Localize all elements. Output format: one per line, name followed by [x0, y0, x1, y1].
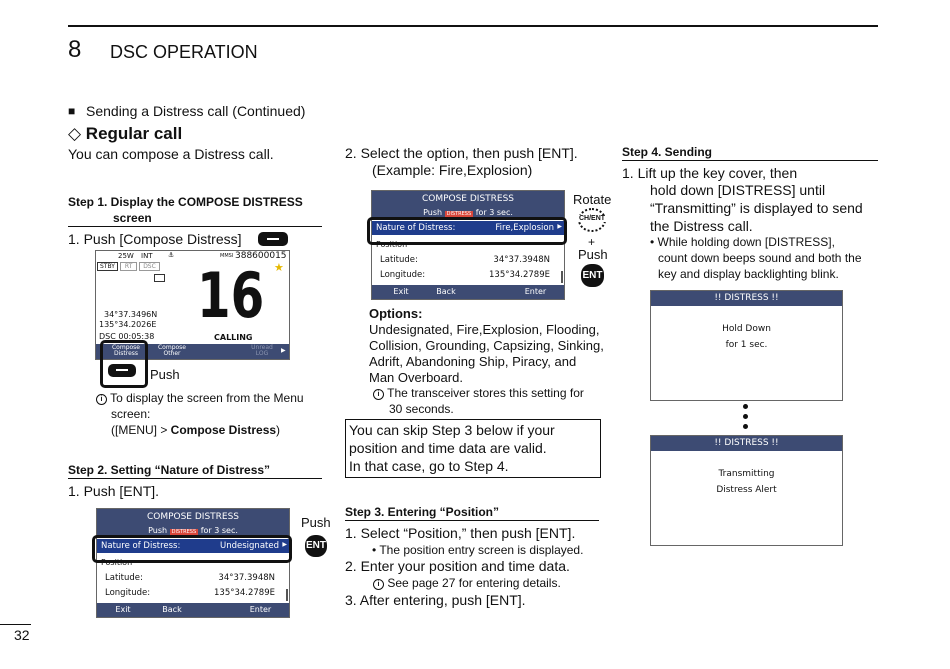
step1-item: 1. Push [Compose Distress]: [68, 231, 242, 247]
step2-push-label: Push: [301, 515, 331, 530]
compose-distress-screen-fire: [371, 190, 565, 300]
softkey-bar: [97, 603, 289, 617]
distress-tag: DISTRESS: [446, 211, 472, 217]
longitude-row: Longitude: 135°34.2789E: [105, 588, 275, 598]
skip-note-box: [345, 419, 601, 478]
col2-item2-example: (Example: Fire,Explosion): [372, 162, 533, 178]
softkey-exit[interactable]: Exit: [393, 287, 409, 296]
step4-heading: Step 4. Sending: [622, 145, 713, 159]
distress-title-bar: !! DISTRESS !!: [651, 436, 842, 451]
step1-note-2: screen:: [111, 407, 151, 421]
position-row[interactable]: Position: [376, 240, 408, 249]
step3-rule: [345, 520, 599, 521]
step1-rule: [68, 226, 322, 227]
transmitting-screen: [650, 435, 843, 546]
hold-duration-text: for 1 sec.: [725, 340, 768, 350]
screen-title: COMPOSE DISTRESS: [146, 512, 240, 522]
step4-line-4: the Distress call.: [650, 218, 753, 234]
chapter-number: 8: [68, 36, 82, 63]
step3-item-1: 1. Select “Position,” then push [ENT].: [345, 525, 576, 541]
arrow-right-icon: ▶: [282, 541, 287, 548]
softkey-enter[interactable]: Enter: [249, 605, 272, 614]
col2-note-2: 30 seconds.: [389, 402, 454, 416]
hold-down-screen: [650, 290, 843, 401]
options-line-4: Man Overboard.: [369, 370, 463, 385]
softkey-compose-other[interactable]: Compose Other: [157, 344, 186, 357]
dsc-time: DSC 00:05:38: [99, 332, 155, 341]
ent-key[interactable]: ENT: [305, 535, 327, 557]
nature-highlight: [367, 217, 567, 245]
softkey-back[interactable]: Back: [162, 605, 182, 614]
screen-title: COMPOSE DISTRESS: [421, 194, 515, 204]
step4-bullet-2: count down beeps sound and both the: [658, 251, 862, 265]
top-rule: [68, 25, 878, 27]
screen-title-bar: [97, 509, 289, 537]
step1-heading: Step 1. Display the COMPOSE DISTRESS: [68, 195, 303, 209]
scrollbar[interactable]: [561, 271, 563, 283]
options-line-2: Collision, Grounding, Capsizing, Sinking,: [369, 338, 604, 353]
softkey-unread-log[interactable]: Unread LOG: [251, 344, 273, 357]
step4-bullet-1: • While holding down [DISTRESS],: [650, 235, 835, 249]
softkey-bar: [372, 285, 564, 299]
calling-label: CALLING: [214, 333, 253, 342]
mmsi: 388600015: [235, 251, 287, 261]
step4-line-1: 1. Lift up the key cover, then: [622, 165, 798, 181]
push-label: Push: [578, 247, 608, 262]
arrow-right-icon: ▶: [281, 347, 286, 354]
step1-heading-2: screen: [113, 211, 152, 225]
push-hint: Push DISTRESS for 3 sec.: [148, 526, 238, 535]
step4-bullet-3: key and display backlighting blink.: [658, 267, 839, 281]
section-title: ◇ Regular call: [68, 124, 183, 143]
step2-item: 1. Push [ENT].: [68, 483, 160, 499]
position-row[interactable]: Position: [101, 558, 133, 567]
info-icon: i: [373, 579, 384, 590]
info-icon: i: [373, 389, 384, 400]
mode-stby: STBY: [97, 262, 118, 271]
softkey-button[interactable]: [108, 364, 136, 377]
gps-icon: ⚓: [168, 251, 175, 259]
power-indicator: 25W: [118, 252, 134, 260]
message-icon: [154, 274, 165, 282]
skip-line-3: In that case, go to Step 4.: [349, 458, 509, 474]
step4-line-3: “Transmitting” is displayed to send: [650, 200, 863, 216]
options-title: Options:: [369, 306, 423, 321]
latitude-row: Latitude: 34°37.3948N: [380, 255, 550, 265]
step4-rule: [622, 160, 878, 161]
softkey-enter[interactable]: Enter: [524, 287, 547, 296]
rotate-knob-icon[interactable]: [576, 208, 608, 234]
nature-row[interactable]: Nature of Distress: Fire,Explosion ▶: [372, 221, 564, 235]
chent-label: CH/ENT: [576, 215, 608, 222]
rotate-label: Rotate: [573, 192, 612, 207]
vertical-dots: [743, 404, 748, 429]
step4-line-2: hold down [DISTRESS] until: [650, 182, 826, 198]
arrow-right-icon: ▶: [557, 223, 562, 230]
channel-number: 16: [197, 259, 265, 332]
distress-tag: DISTRESS: [171, 529, 197, 535]
nature-highlight: [92, 535, 292, 563]
step1-note: [96, 391, 304, 406]
step3-item-3: 3. After entering, push [ENT].: [345, 592, 526, 608]
mode-row: [97, 263, 160, 270]
skip-line-2: position and time data are valid.: [349, 440, 547, 456]
step3-heading: Step 3. Entering “Position”: [345, 505, 500, 519]
intro-bullet: ■: [68, 104, 76, 118]
step1-push-label: Push: [150, 367, 180, 382]
chapter-title: DSC OPERATION: [110, 42, 258, 62]
latitude: 34°37.3496N: [104, 310, 158, 319]
page-number: 32: [14, 627, 30, 643]
ent-key[interactable]: ENT: [581, 264, 604, 287]
step3-item-2: 2. Enter your position and time data.: [345, 558, 570, 574]
col2-note: i The transceiver stores this setting for: [373, 386, 584, 401]
mode-dsc: DSC: [139, 262, 160, 271]
transmitting-text: Transmitting: [718, 469, 775, 479]
skip-line-1: You can skip Step 3 below if your: [349, 422, 555, 438]
distress-title-bar: !! DISTRESS !!: [651, 291, 842, 306]
intro-text: Sending a Distress call (Continued): [86, 103, 306, 119]
col2-item2: 2. Select the option, then push [ENT].: [345, 145, 578, 161]
page-number-rule: [0, 624, 31, 625]
mode-rt: RT: [120, 262, 137, 271]
softkey-compose-distress[interactable]: Compose Distress: [111, 344, 140, 357]
push-hint: Push DISTRESS for 3 sec.: [423, 208, 513, 217]
hold-down-text: Hold Down: [722, 324, 771, 334]
step1-note-3: ([MENU] > Compose Distress): [111, 423, 281, 437]
options-line-3: Adrift, Abandoning Ship, Piracy, and: [369, 354, 577, 369]
int-indicator: INT: [141, 252, 153, 260]
distress-alert-text: Distress Alert: [716, 485, 777, 495]
mmsi-label: MMSI: [220, 253, 234, 259]
longitude-row: Longitude: 135°34.2789E: [380, 270, 550, 280]
latitude-row: Latitude: 34°37.3948N: [105, 573, 275, 583]
softkey-back[interactable]: Back: [436, 287, 456, 296]
section-desc: You can compose a Distress call.: [68, 146, 274, 162]
step3-note: i See page 27 for entering details.: [373, 576, 561, 591]
info-icon: i: [96, 394, 107, 405]
step2-heading: Step 2. Setting “Nature of Distress”: [68, 463, 271, 477]
longitude: 135°34.2026E: [99, 320, 157, 329]
screen-title-bar: [372, 191, 564, 219]
nature-row[interactable]: Nature of Distress: Undesignated ▶: [97, 539, 289, 553]
star-icon: ★: [274, 261, 284, 274]
softkey-exit[interactable]: Exit: [115, 605, 131, 614]
options-line-1: Undesignated, Fire,Explosion, Flooding,: [369, 322, 600, 337]
compose-distress-key[interactable]: [258, 232, 288, 246]
step2-rule: [68, 478, 322, 479]
step3-bullet: • The position entry screen is displayed.: [372, 543, 584, 557]
compose-distress-screen: [96, 508, 290, 618]
step1-note-text: To display the screen from the Menu: [110, 391, 304, 405]
scrollbar[interactable]: [286, 589, 288, 601]
plus-label: +: [588, 235, 596, 249]
